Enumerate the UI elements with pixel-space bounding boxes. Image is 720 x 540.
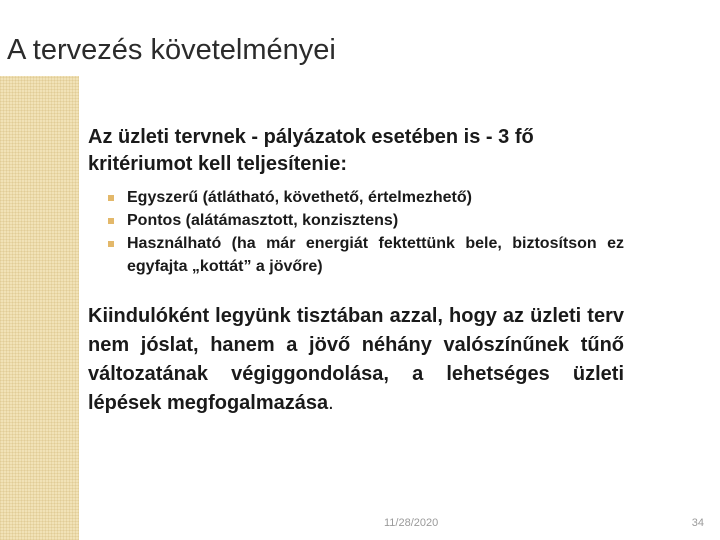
criteria-item	[108, 209, 624, 232]
criteria-item-text: Használható (ha már energiát fektettünk bele, biztosítson ez egyfajta „kottát” a jövőre)	[127, 235, 624, 275]
criteria-item-text: Egyszerű (átlátható, követhető, értelmezhető)	[127, 189, 472, 206]
square-bullet-icon	[108, 195, 114, 201]
closing-paragraph	[88, 302, 624, 418]
title-area	[0, 0, 720, 76]
criteria-list	[88, 186, 624, 278]
slide-body	[88, 124, 624, 418]
square-bullet-icon	[108, 241, 114, 247]
slide-title: A tervezés követelményei	[7, 34, 336, 66]
intro-text: Az üzleti tervnek - pályázatok esetében is - 3 fő kritériumot kell teljesítenie:	[88, 126, 534, 175]
closing-period: .	[328, 392, 334, 414]
square-bullet-icon	[108, 218, 114, 224]
decorative-side-band	[0, 0, 79, 540]
closing-text: Kiindulóként legyünk tisztában azzal, hogy az üzleti terv nem jóslat, hanem a jövő néhány valószínűnek tűnő változatának végiggondolása, a lehetséges üzleti lépések megfogalmazása	[88, 305, 624, 414]
footer-date: 11/28/2020	[384, 517, 439, 529]
criteria-item-text: Pontos (alátámasztott, konzisztens)	[127, 212, 399, 229]
criteria-item	[108, 232, 624, 278]
criteria-item	[108, 186, 624, 209]
page-number: 34	[691, 517, 704, 529]
